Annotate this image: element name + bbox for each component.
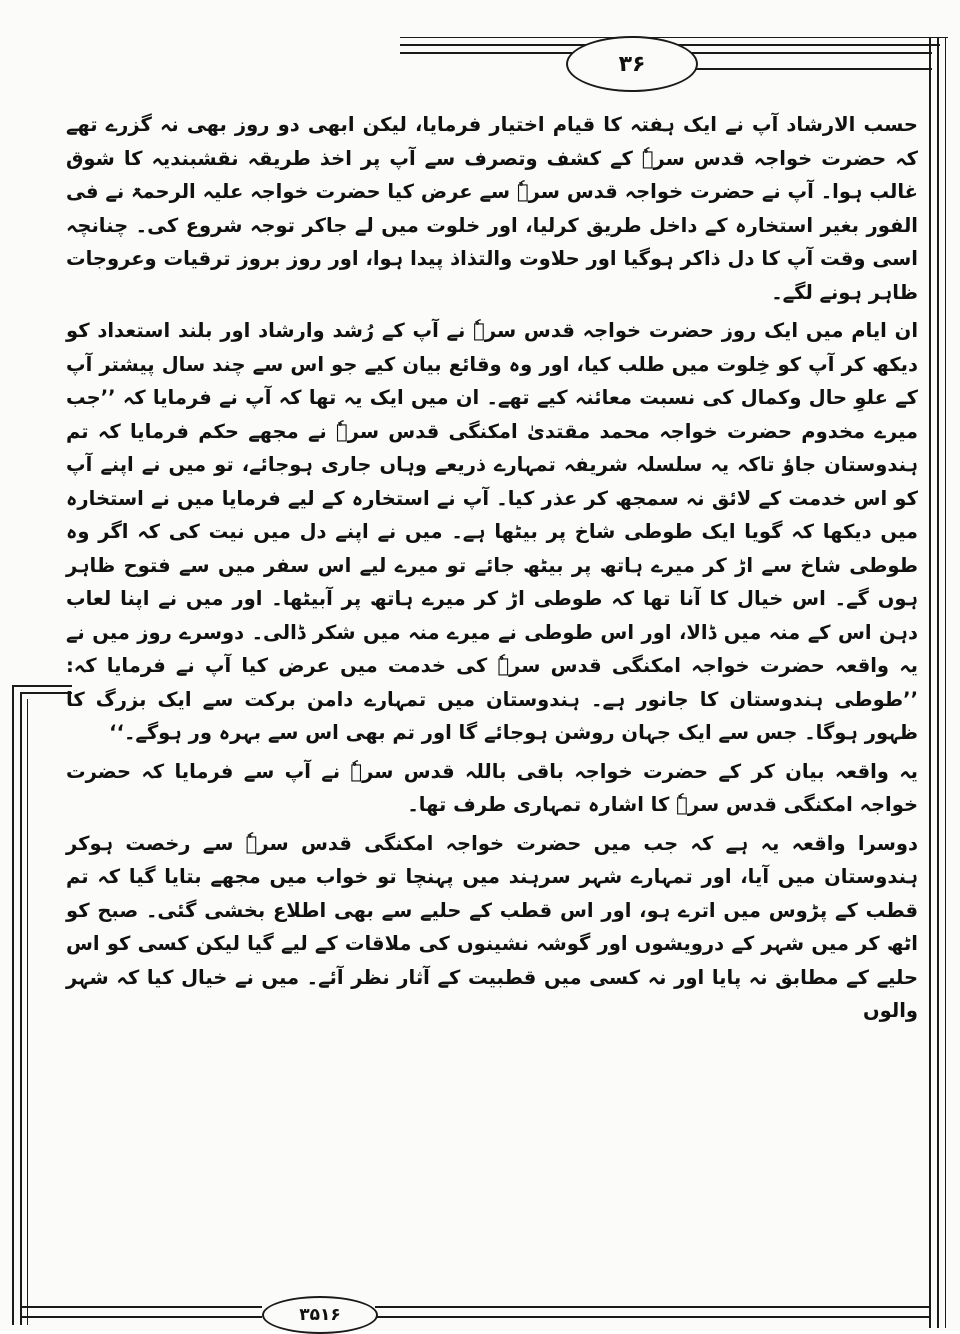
frame-rule-top-4 [682,68,932,70]
frame-rule-bottom-2 [22,1316,262,1318]
frame-rule-bottom-1 [22,1306,262,1308]
page-number-top: ۳۶ [566,36,698,92]
frame-rule-bottom-4 [375,1316,931,1318]
paragraph-4: دوسرا واقعہ یہ ہے کہ جب میں حضرت خواجہ امکنگی قدس سرہٗ سے رخصت ہوکر ہندوستان میں آیا، اور تمہارے شہر سرہند میں پہنچا تو خواب میں مجھے بتایا گیا کہ تم قطب کے پڑوس میں اترے ہو، اور اس قطب کے حلیے سے بھی اطلاع بخشی گئی۔ صبح کو اٹھ کر میں شہر کے درویشوں اور گوشہ نشینوں کی ملاقات کے لیے گیا لیکن کسی کو اس حلیے کے مطابق نہ پایا اور نہ کسی میں قطبیت کے آثار نظر آئے۔ میں نے خیال کیا کہ شہر والوں [66,831,918,1022]
frame-rule-left-2 [20,692,22,1325]
frame-rule-right-2 [937,38,939,1328]
frame-rule-left-top-1 [12,685,72,687]
page-number-bottom: ۳۵۱۶ [262,1296,378,1334]
body-text [66,108,918,1033]
frame-rule-left-1 [12,685,14,1325]
frame-rule-right-1 [929,38,931,1328]
paragraph-2: ان ایام میں ایک روز حضرت خواجہ قدس سرہٗ نے آپ کے رُشد وارشاد اور بلند استعداد کو دیکھ کر آپ کو خِلوت میں طلب کیا، اور وہ وقائع بیان کیے جو اس سے چند سال پیشتر آپ کے علوِ حال وکمال کی نسبت معائنہ کیے تھے۔ ان میں ایک یہ تھا کہ آپ نے فرمایا کہ ’’جب میرے مخدوم حضرت خواجہ محمد مقتدیٰ امکنگی قدس سرہٗ نے مجھے حکم فرمایا کہ تم ہندوستان جاؤ تاکہ یہ سلسلہ شریفہ تمہارے ذریعے وہاں جاری ہوجائے، تو میں نے اپنے آپ کو اس خدمت کے لائق نہ سمجھ کر عذر کیا۔ آپ نے استخارہ کے لیے فرمایا میں نے استخارہ میں دیکھا کہ گویا ایک طوطی شاخ پر بیٹھا ہے۔ میں نے اپنے دل میں نیت کی کہ اگر وہ طوطی شاخ سے اڑ کر میرے ہاتھ پر بیٹھ جائے تو میرے لیے اس سفر میں سے فتوح ظاہر ہوں گے۔ اس خیال کا آنا تھا کہ طوطی اڑ کر میرے ہاتھ پر آبیٹھا۔ اور میں نے اپنا لعاب دہن اس کے منہ میں ڈالا، اور اس طوطی نے میرے منہ میں شکر ڈالی۔ دوسرے روز میں نے یہ واقعہ حضرت خواجہ امکنگی قدس سرہٗ کی خدمت میں عرض کیا آپ نے فرمایا کہ: ’’طوطی ہندوستان کا جانور ہے۔ ہندوستان میں تمہارے دامن برکت سے ایک بزرگ کا ظہور ہوگا۔ جس سے ایک جہان روشن ہوجائے گا اور تم بھی اس سے بہرہ ور ہوگے۔‘‘ [66,319,918,744]
paragraph-3: یہ واقعہ بیان کر کے حضرت خواجہ باقی باللہ قدس سرہٗ نے آپ سے فرمایا کہ حضرت خواجہ امکنگی قدس سرہٗ کا اشارہ تمہاری طرف تھا۔ [66,759,918,816]
frame-rule-left-top-2 [20,692,72,694]
frame-rule-top-3 [400,37,948,38]
frame-rule-left-3 [27,699,28,1325]
paragraph-1: حسب الارشاد آپ نے ایک ہفتہ کا قیام اختیار فرمایا، لیکن ابھی دو روز بھی نہ گزرے تھے کہ حضرت خواجہ قدس سرہٗ کے کشف وتصرف سے آپ پر اخذ طریقہ نقشبندیہ کا شوق غالب ہوا۔ آپ نے حضرت خواجہ قدس سرہٗ سے عرض کیا حضرت خواجہ علیہ الرحمۃ نے فی الفور بغیر استخارہ کے داخل طریق کرلیا، اور خلوت میں لے جاکر توجہ شروع کی۔ چنانچہ اسی وقت آپ کا دل ذاکر ہوگیا اور حلاوت والتذاذ پیدا ہوا، اور روز بروز ترقیات وعروجات ظاہر ہونے لگے۔ [66,113,918,304]
frame-rule-bottom-3 [375,1306,931,1308]
frame-rule-right-3 [945,38,946,1328]
